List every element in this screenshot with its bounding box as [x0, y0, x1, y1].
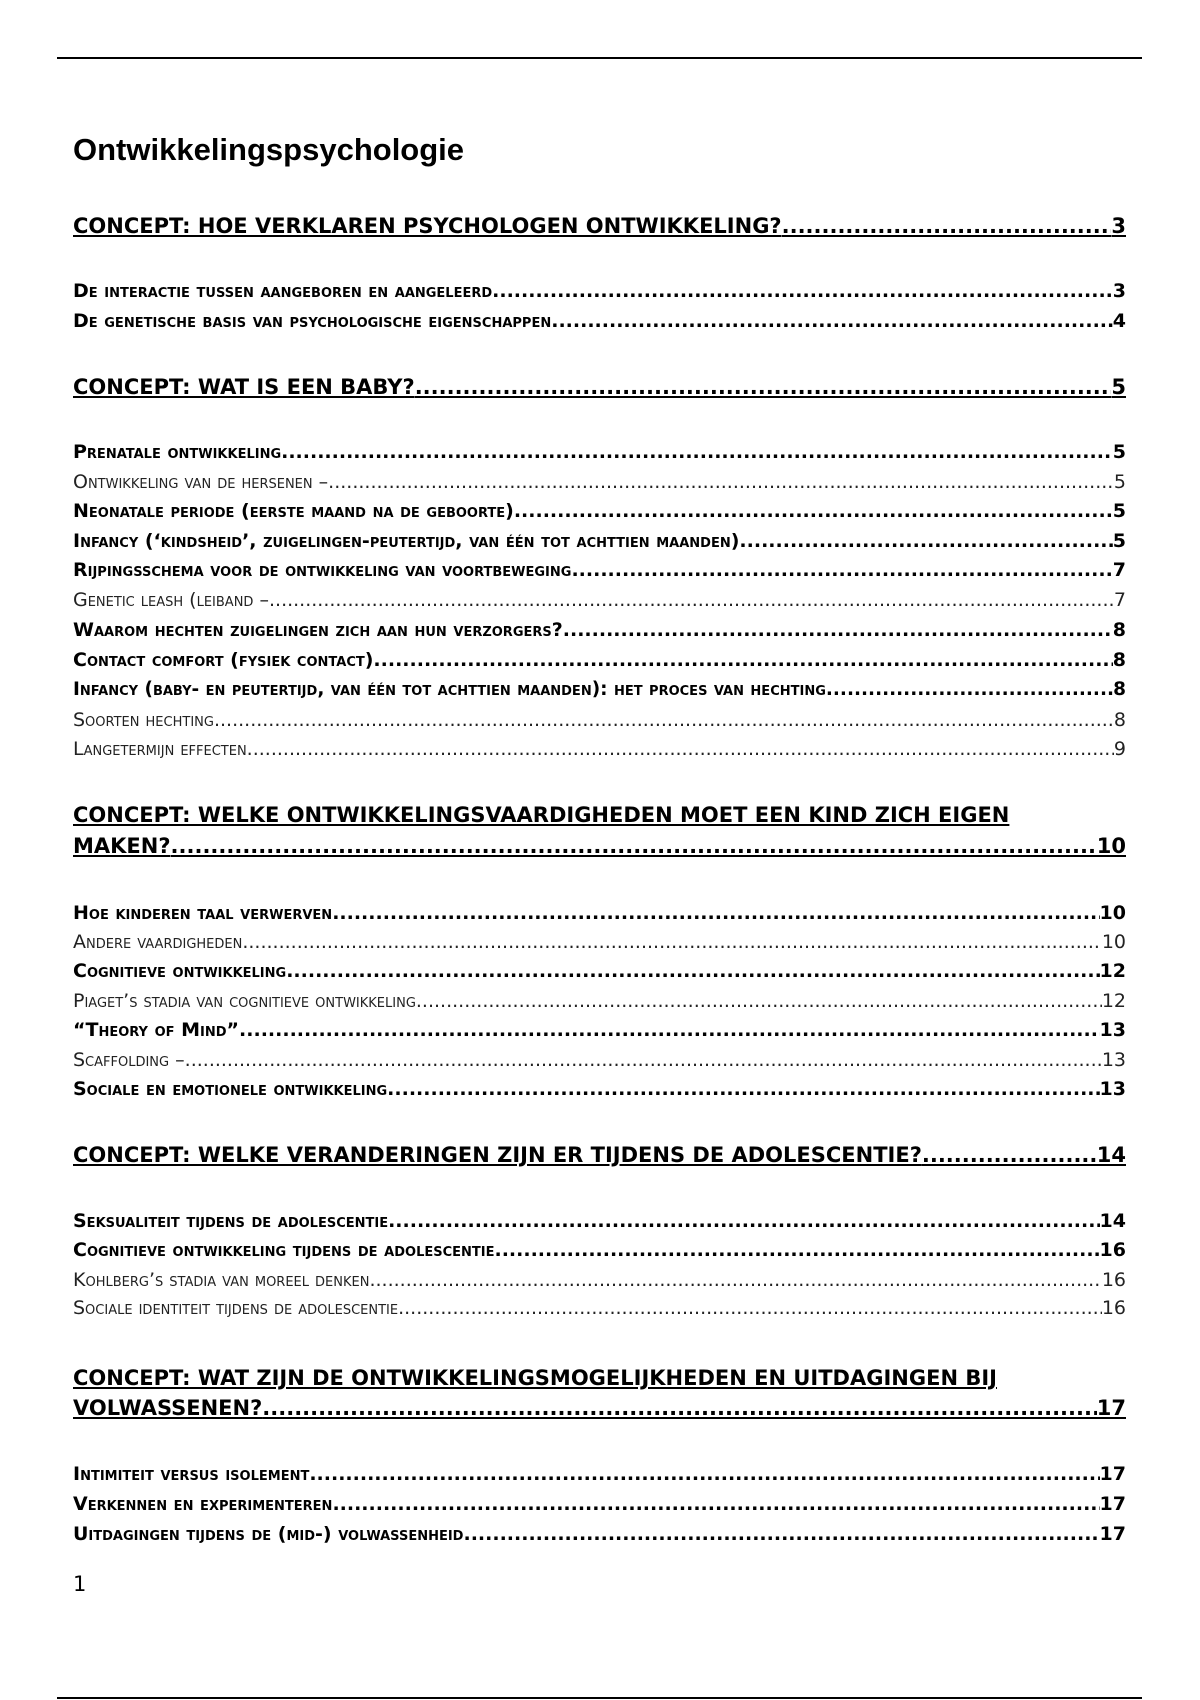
toc-leader — [247, 735, 1114, 763]
toc-entry-label: Piaget’s stadia van cognitieve ontwikkeling — [73, 990, 416, 1012]
toc-page-number: 8 — [1112, 649, 1126, 671]
toc-page-number: 17 — [1099, 1463, 1126, 1485]
toc-concept-4[interactable] — [73, 1141, 1126, 1169]
toc-page-number: 8 — [1112, 619, 1126, 641]
toc-page-number: 3 — [1111, 214, 1126, 238]
toc-entry-label: CONCEPT: HOE VERKLAREN PSYCHOLOGEN ONTWIKKELING? — [73, 214, 782, 238]
toc-entry-label: Langetermijn effecten — [73, 738, 247, 760]
toc-entry-label: Rijpingsschema voor de ontwikkeling van voortbeweging — [73, 559, 572, 581]
toc-entry-label: Intimiteit versus isolement — [73, 1463, 310, 1485]
toc-entry-label: VOLWASSENEN? — [73, 1396, 263, 1420]
toc-page-number: 14 — [1099, 1210, 1126, 1232]
toc-entry-label: “Theory of Mind” — [73, 1019, 240, 1041]
toc-section[interactable] — [73, 1520, 1126, 1548]
toc-concept-5[interactable] — [73, 1394, 1126, 1422]
toc-entry-label: MAKEN? — [73, 834, 171, 858]
toc-leader — [387, 1075, 1099, 1103]
toc-leader — [328, 468, 1114, 496]
toc-entry-label: Uitdagingen tijdens de (mid-) volwassenheid — [73, 1523, 464, 1545]
toc-entry-label: Neonatale periode (eerste maand na de geboorte) — [73, 500, 514, 522]
toc-page-number: 10 — [1099, 902, 1126, 924]
toc-entry-label: Kohlberg’s stadia van moreel denken — [73, 1269, 370, 1291]
toc-entry-label: Sociale identiteit tijdens de adolescentie — [73, 1297, 399, 1319]
toc-leader — [185, 1046, 1102, 1074]
toc-leader — [826, 676, 1113, 704]
toc-leader — [415, 373, 1112, 401]
toc-leader — [398, 1294, 1102, 1322]
toc-page-number: 5 — [1112, 441, 1126, 463]
toc-page-number: 7 — [1113, 589, 1126, 611]
toc-leader — [571, 556, 1112, 584]
toc-concept-1[interactable] — [73, 212, 1126, 240]
toc-leader — [492, 277, 1113, 305]
toc-page-number: 7 — [1112, 559, 1126, 581]
toc-leader — [281, 438, 1113, 466]
toc-section[interactable] — [73, 957, 1126, 985]
toc-page-number: 4 — [1112, 310, 1126, 332]
toc-subsection[interactable] — [73, 1046, 1126, 1074]
toc-section[interactable] — [73, 1236, 1126, 1264]
toc-leader — [269, 586, 1114, 614]
toc-subsection[interactable] — [73, 1266, 1126, 1294]
toc-page-number: 16 — [1099, 1239, 1126, 1261]
toc-leader — [332, 1490, 1099, 1518]
toc-page-number: 12 — [1099, 960, 1126, 982]
toc-page-number: 5 — [1111, 375, 1126, 399]
toc-concept-3-line1[interactable]: CONCEPT: WELKE ONTWIKKELINGSVAARDIGHEDEN MOET EEN KIND ZICH EIGEN — [73, 803, 1010, 827]
toc-section[interactable] — [73, 1460, 1126, 1488]
toc-leader — [369, 1266, 1101, 1294]
toc-page-number: 8 — [1113, 679, 1126, 700]
toc-leader — [388, 1207, 1099, 1235]
toc-page-number: 8 — [1113, 709, 1126, 731]
toc-page-number: 10 — [1096, 834, 1126, 858]
toc-page-number: 16 — [1101, 1297, 1126, 1319]
toc-leader — [286, 957, 1099, 985]
toc-section[interactable] — [73, 1490, 1126, 1518]
toc-concept-2[interactable] — [73, 373, 1126, 401]
toc-section[interactable] — [73, 277, 1126, 305]
toc-page-number: 5 — [1113, 471, 1126, 493]
toc-leader — [214, 706, 1114, 734]
toc-section[interactable] — [73, 646, 1126, 674]
toc-page-number: 17 — [1096, 1396, 1126, 1420]
toc-leader — [239, 1016, 1100, 1044]
toc-entry-label: CONCEPT: WAT IS EEN BABY? — [73, 375, 415, 399]
toc-section[interactable] — [73, 676, 1126, 704]
toc-entry-label: Cognitieve ontwikkeling — [73, 960, 287, 982]
toc-section[interactable] — [73, 1016, 1126, 1044]
toc-leader — [563, 616, 1113, 644]
toc-section[interactable] — [73, 899, 1126, 927]
toc-section[interactable] — [73, 1207, 1126, 1235]
toc-page-number: 13 — [1101, 1049, 1126, 1071]
toc-leader — [242, 928, 1101, 956]
toc-page-number: 13 — [1099, 1019, 1126, 1041]
document-title: Ontwikkelingspsychologie — [73, 132, 465, 167]
toc-leader — [494, 1236, 1099, 1264]
toc-subsection[interactable] — [73, 706, 1126, 734]
toc-leader — [514, 497, 1113, 525]
toc-leader — [171, 832, 1097, 860]
toc-section[interactable] — [73, 1075, 1126, 1103]
toc-entry-label: Infancy (baby- en peutertijd, van één tot achttien maanden): het proces van hechting — [73, 679, 826, 700]
toc-subsection[interactable] — [73, 987, 1126, 1015]
toc-leader — [416, 987, 1102, 1015]
toc-concept-3[interactable] — [73, 832, 1126, 860]
toc-page-number: 10 — [1101, 931, 1126, 953]
toc-entry-label: De interactie tussen aangeboren en aangeleerd — [73, 280, 493, 302]
toc-page-number: 17 — [1099, 1523, 1126, 1545]
toc-section[interactable] — [73, 497, 1126, 525]
toc-leader — [309, 1460, 1099, 1488]
toc-entry-label: Scaffolding – — [73, 1049, 185, 1071]
toc-entry-label: Ontwikkeling van de hersenen – — [73, 471, 329, 493]
toc-leader — [739, 527, 1112, 555]
toc-subsection[interactable] — [73, 586, 1126, 614]
toc-page-number: 14 — [1096, 1143, 1126, 1167]
toc-entry-label: Cognitieve ontwikkeling tijdens de adolescentie — [73, 1239, 495, 1261]
toc-page-number: 9 — [1113, 738, 1126, 760]
toc-leader — [463, 1520, 1099, 1548]
toc-leader — [551, 307, 1113, 335]
toc-entry-label: Contact comfort (fysiek contact) — [73, 649, 374, 671]
toc-entry-label: CONCEPT: WELKE VERANDERINGEN ZIJN ER TIJDENS DE ADOLESCENTIE? — [73, 1143, 922, 1167]
header-rule — [57, 57, 1142, 59]
toc-concept-5-line1[interactable]: CONCEPT: WAT ZIJN DE ONTWIKKELINGSMOGELIJKHEDEN EN UITDAGINGEN BIJ — [73, 1366, 997, 1390]
page-number: 1 — [73, 1572, 87, 1596]
toc-subsection[interactable] — [73, 1294, 1126, 1322]
toc-entry-label: Hoe kinderen taal verwerven — [73, 902, 333, 924]
toc-subsection[interactable] — [73, 735, 1126, 763]
toc-page-number: 13 — [1099, 1078, 1126, 1100]
toc-section[interactable] — [73, 527, 1126, 555]
toc-section[interactable] — [73, 438, 1126, 466]
toc-entry-label: Andere vaardigheden — [73, 931, 243, 953]
toc-entry-label: Seksualiteit tijdens de adolescentie — [73, 1210, 389, 1232]
toc-page-number: 16 — [1101, 1269, 1126, 1291]
toc-subsection[interactable] — [73, 928, 1126, 956]
toc-entry-label: Soorten hechting — [73, 709, 214, 731]
toc-entry-label: Infancy (‘kindsheid’, zuigelingen-peutertijd, van één tot achttien maanden) — [73, 530, 740, 552]
toc-section[interactable] — [73, 556, 1126, 584]
toc-page-number: 3 — [1112, 280, 1126, 302]
toc-leader — [332, 899, 1099, 927]
toc-entry-label: Waarom hechten zuigelingen zich aan hun verzorgers? — [73, 619, 563, 641]
toc-leader — [373, 646, 1112, 674]
toc-leader — [782, 212, 1112, 240]
toc-page-number: 5 — [1112, 530, 1126, 552]
toc-entry-label: Genetic leash (leiband – — [73, 589, 269, 611]
footer-rule — [57, 1697, 1142, 1699]
toc-entry-label: Sociale en emotionele ontwikkeling — [73, 1078, 388, 1100]
toc-page-number: 12 — [1101, 990, 1126, 1012]
toc-entry-label: Prenatale ontwikkeling — [73, 441, 282, 463]
toc-entry-label: De genetische basis van psychologische eigenschappen — [73, 310, 552, 332]
toc-leader — [922, 1141, 1097, 1169]
toc-leader — [262, 1394, 1096, 1422]
toc-page-number: 5 — [1112, 500, 1126, 522]
toc-section[interactable] — [73, 307, 1126, 335]
toc-section[interactable] — [73, 616, 1126, 644]
toc-entry-label: Verkennen en experimenteren — [73, 1493, 333, 1515]
toc-page-number: 17 — [1099, 1493, 1126, 1515]
toc-subsection[interactable] — [73, 468, 1126, 496]
